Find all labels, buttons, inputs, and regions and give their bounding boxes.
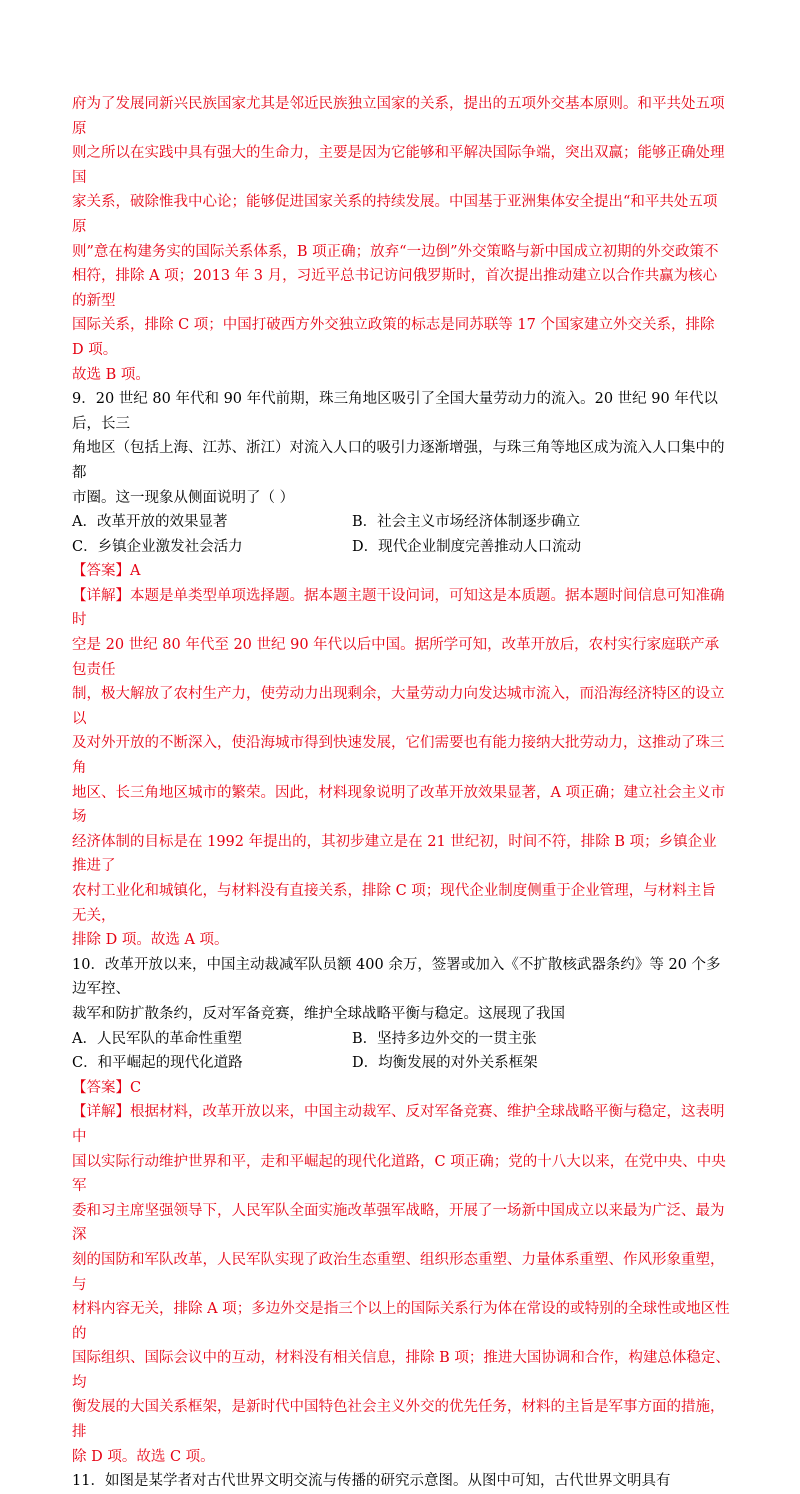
explanation-line: 衡发展的大国关系框架，是新时代中国特色社会主义外交的优先任务，材料的主旨是军事方面的措施，排: [72, 1399, 725, 1441]
prev-explanation: [72, 92, 730, 387]
explanation-line: 国际组织、国际会议中的互动，材料没有相关信息，排除 B 项；推进大国协调和合作，构建总体稳定、均: [72, 1350, 730, 1391]
question-11: [72, 1469, 730, 1494]
explanation-line: 及对外开放的不断深入，使沿海城市得到快速发展，它们需要也有能力接纳大批劳动力，这推动了珠三角: [72, 735, 725, 777]
explanation-line: 材料内容无关，排除 A 项；多边外交是指三个以上的国际关系行为体在常设的或特别的全球性或地区性的: [72, 1301, 730, 1342]
explanation-line: 故选 B 项。: [72, 366, 150, 383]
explanation-line: 相符，排除 A 项；2013 年 3 月，习近平总书记访问俄罗斯时，首次提出推动建立以合作共赢为核心的新型: [72, 268, 718, 309]
page-content: [72, 92, 730, 1494]
option-c: C．乡镇企业激发社会活力: [72, 538, 243, 555]
explanation-line: 地区、长三角地区城市的繁荣。因此，材料现象说明了改革开放效果显著，A 项正确；建立社会主义市场: [72, 784, 726, 826]
answer-tag: 【答案】: [72, 563, 130, 580]
explanation-line: 国际关系，排除 C 项；中国打破西方外交独立政策的标志是同苏联等 17 个国家建立外交关系，排除 D 项。: [72, 317, 715, 358]
explanation-line: 【详解】本题是单类型单项选择题。据本题主题干设问词，可知这是本质题。据本题时间信息可知准确时: [72, 587, 725, 629]
question-stem-line: 市圈。这一现象从侧面说明了（ ）: [72, 489, 295, 506]
option-b: B．社会主义市场经济体制逐步确立: [352, 514, 581, 531]
answer-line: [72, 559, 730, 584]
explanation-line: 经济体制的目标是在 1992 年提出的，其初步建立是在 21 世纪初，时间不符，排除 B 项；乡镇企业推进了: [72, 833, 717, 875]
explanation-line: 家关系，破除惟我中心论；能够促进国家关系的持续发展。中国基于亚洲集体安全提出“和平共处五项原: [72, 194, 718, 235]
explanation-line: 排除 D 项。故选 A 项。: [72, 932, 229, 949]
option-c: C．和平崛起的现代化道路: [72, 1055, 243, 1072]
explanation-line: 府为了发展同新兴民族国家尤其是邻近民族独立国家的关系，提出的五项外交基本原则。和平共处五项原: [72, 96, 725, 137]
question-9: [72, 387, 730, 953]
question-10: [72, 953, 730, 1469]
explanation-line: 则”意在构建务实的国际关系体系，B 项正确；放弃“一边倒”外交策略与新中国成立初期的外交政策不: [72, 243, 719, 260]
answer-value: A: [130, 563, 141, 580]
option-row: [72, 1051, 730, 1076]
question-stem-line: 裁军和防扩散条约，反对军备竞赛，维护全球战略平衡与稳定。这展现了我国: [72, 1005, 565, 1022]
explanation-line: 国以实际行动维护世界和平，走和平崛起的现代化道路，C 项正确；党的十八大以来，在党中央、中央军: [72, 1153, 726, 1195]
answer-line: [72, 1076, 730, 1101]
explanation-line: 委和习主席坚强领导下，人民军队全面实施改革强军战略，开展了一场新中国成立以来最为广泛、最为深: [72, 1202, 725, 1244]
option-d: D．现代企业制度完善推动人口流动: [352, 538, 582, 555]
option-row: [72, 1027, 730, 1052]
option-d: D．均衡发展的对外关系框架: [352, 1055, 538, 1072]
option-b: B．坚持多边外交的一贯主张: [352, 1030, 537, 1047]
option-a: A．改革开放的效果显著: [72, 514, 228, 531]
explanation-line: 【详解】根据材料，改革开放以来，中国主动裁军、反对军备竞赛、维护全球战略平衡与稳定，这表明中: [72, 1104, 725, 1145]
explanation-line: 刻的国防和军队改革，人民军队实现了政治生态重塑、组织形态重塑、力量体系重塑、作风形象重塑，与: [72, 1251, 725, 1293]
option-row: [72, 535, 730, 560]
answer-tag: 【答案】: [72, 1079, 130, 1096]
question-stem-line: 10．改革开放以来，中国主动裁减军队员额 400 余万，签署或加入《不扩散核武器条约》等 20 个多边军控、: [72, 956, 721, 998]
explanation-line: 除 D 项。故选 C 项。: [72, 1448, 215, 1465]
question-stem-line: 9．20 世纪 80 年代和 90 年代前期，珠三角地区吸引了全国大量劳动力的流入。20 世纪 90 年代以后，长三: [72, 391, 718, 432]
explanation-line: 空是 20 世纪 80 年代至 20 世纪 90 年代以后中国。据所学可知，改革开放后，农村实行家庭联产承包责任: [72, 637, 720, 678]
explanation-line: 则之所以在实践中具有强大的生命力，主要是因为它能够和平解决国际争端，突出双赢；能够正确处理国: [72, 145, 725, 186]
option-a: A．人民军队的革命性重塑: [72, 1030, 242, 1047]
option-row: [72, 510, 730, 535]
question-stem-line: 角地区（包括上海、江苏、浙江）对流入人口的吸引力逐渐增强，与珠三角等地区成为流入人口集中的都: [72, 440, 725, 481]
explanation-line: 农村工业化和城镇化，与材料没有直接关系，排除 C 项；现代企业制度侧重于企业管理，与材料主旨无关，: [72, 883, 716, 924]
answer-value: C: [130, 1079, 142, 1096]
explanation-line: 制，极大解放了农村生产力，使劳动力出现剩余，大量劳动力向发达城市流入，而沿海经济特区的设立以: [72, 686, 725, 727]
question-stem-line: 11．如图是某学者对古代世界文明交流与传播的研究示意图。从图中可知，古代世界文明具有: [72, 1473, 671, 1490]
